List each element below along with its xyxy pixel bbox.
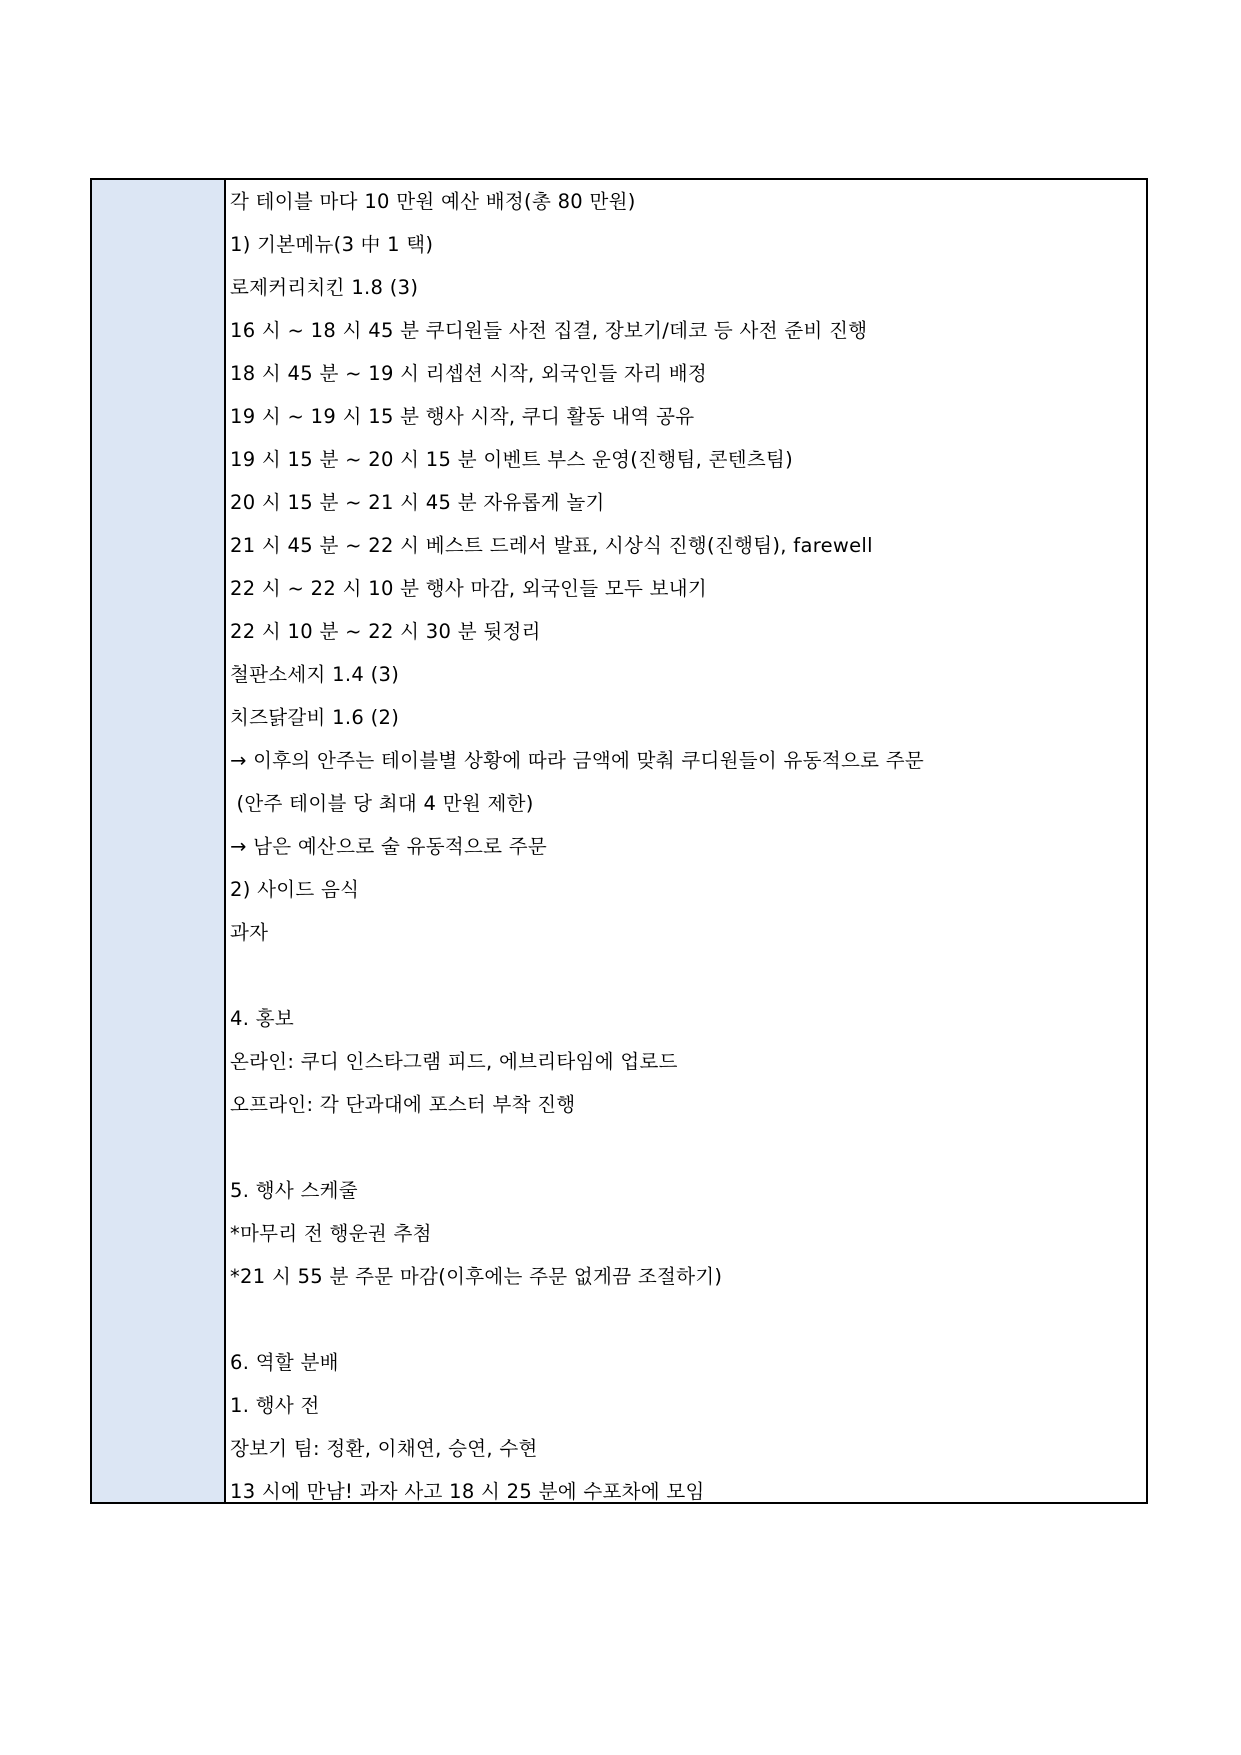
- text-line: 22 시 10 분 ~ 22 시 30 분 뒷정리: [230, 620, 541, 643]
- text-line: 1. 행사 전: [230, 1394, 320, 1417]
- text-line: 철판소세지 1.4 (3): [230, 663, 400, 686]
- text-line: 치즈닭갈비 1.6 (2): [230, 706, 400, 729]
- text-line: 21 시 45 분 ~ 22 시 베스트 드레서 발표, 시상식 진행(진행팀), farewell: [230, 534, 873, 557]
- text-line: 16 시 ~ 18 시 45 분 쿠디원들 사전 집결, 장보기/데코 등 사전 준비 진행: [230, 319, 868, 342]
- section-heading: 5. 행사 스케줄: [230, 1179, 358, 1202]
- text-line: 각 테이블 마다 10 만원 예산 배정(총 80 만원): [230, 190, 636, 213]
- text-line: *마무리 전 행운권 추첨: [230, 1222, 432, 1245]
- text-line: 로제커리치킨 1.8 (3): [230, 276, 419, 299]
- section-heading: 4. 홍보: [230, 1007, 294, 1030]
- text-line: 장보기 팀: 정환, 이채연, 승연, 수현: [230, 1437, 538, 1460]
- table-content-cell: [226, 180, 1146, 1502]
- text-line: 22 시 ~ 22 시 10 분 행사 마감, 외국인들 모두 보내기: [230, 577, 708, 600]
- text-line: 19 시 ~ 19 시 15 분 행사 시작, 쿠디 활동 내역 공유: [230, 405, 695, 428]
- document-table: [90, 178, 1148, 1504]
- text-line: 13 시에 만남! 과자 사고 18 시 25 분에 수포차에 모임: [230, 1480, 705, 1503]
- table-label-cell: [92, 180, 226, 1502]
- text-line: 과자: [230, 921, 269, 944]
- section-heading: 6. 역할 분배: [230, 1351, 339, 1374]
- text-line: 오프라인: 각 단과대에 포스터 부착 진행: [230, 1093, 576, 1116]
- text-line: 18 시 45 분 ~ 19 시 리셉션 시작, 외국인들 자리 배정: [230, 362, 708, 385]
- text-line: 20 시 15 분 ~ 21 시 45 분 자유롭게 놀기: [230, 491, 605, 514]
- text-line: 2) 사이드 음식: [230, 878, 360, 901]
- text-line: 19 시 15 분 ~ 20 시 15 분 이벤트 부스 운영(진행팀, 콘텐츠팀): [230, 448, 794, 471]
- text-line: → 이후의 안주는 테이블별 상황에 따라 금액에 맞춰 쿠디원들이 유동적으로 주문: [230, 749, 925, 772]
- text-line: 1) 기본메뉴(3 中 1 택): [230, 233, 434, 256]
- text-line: *21 시 55 분 주문 마감(이후에는 주문 없게끔 조절하기): [230, 1265, 723, 1288]
- text-line: 온라인: 쿠디 인스타그램 피드, 에브리타임에 업로드: [230, 1050, 678, 1073]
- text-line: → 남은 예산으로 술 유동적으로 주문: [230, 835, 548, 858]
- text-line: (안주 테이블 당 최대 4 만원 제한): [230, 792, 534, 815]
